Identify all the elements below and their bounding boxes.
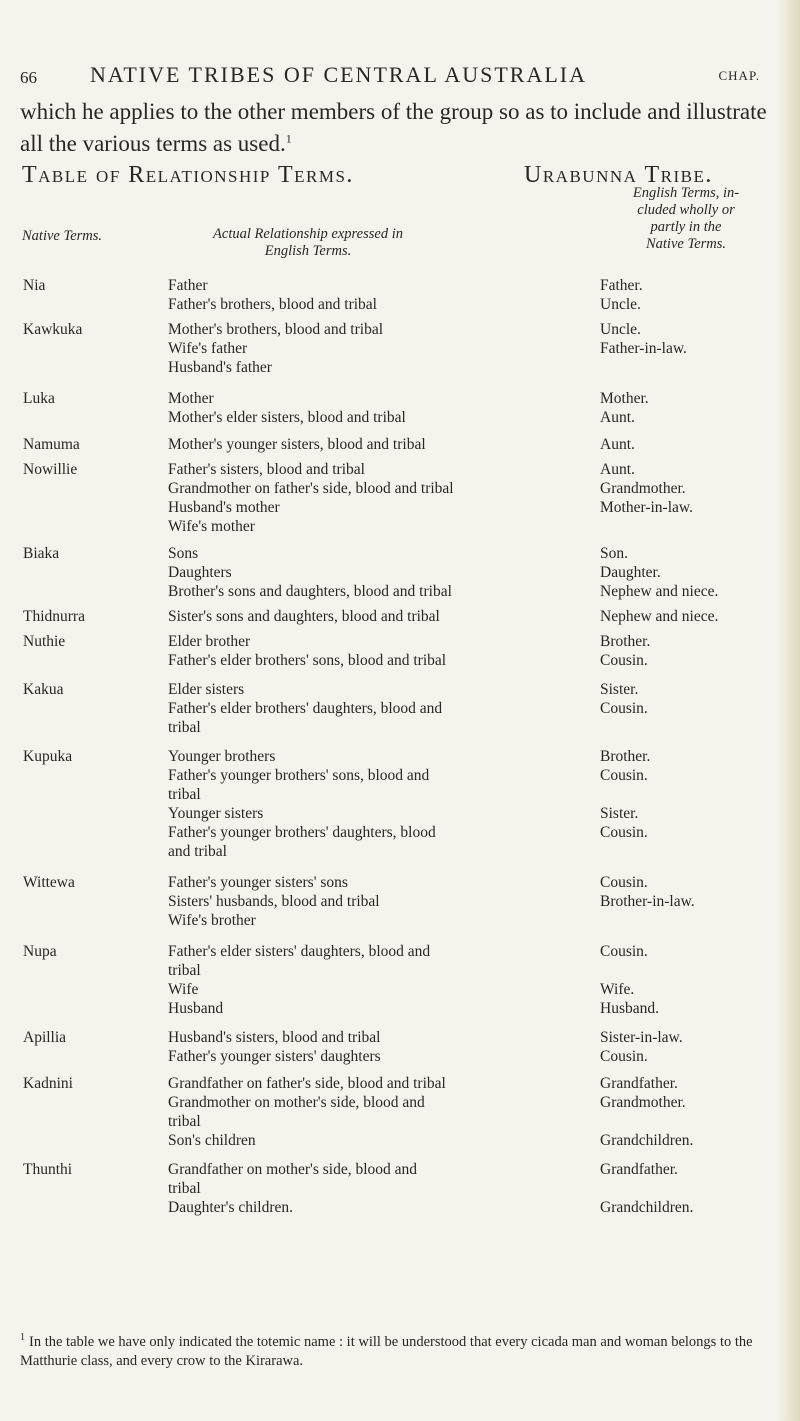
actual-relationship: Father [168,277,208,294]
table-group [0,436,800,455]
english-term: Grandfather. [600,1075,678,1092]
actual-relationship: Husband [168,1000,224,1017]
table-row [0,805,800,824]
table-group [0,321,800,378]
table-group [0,1029,800,1067]
actual-relationship: Daughter's children. [168,1199,294,1216]
table-row [0,480,800,499]
actual-relationship: tribal [168,1180,201,1197]
table-row [0,296,800,315]
english-term: Cousin. [600,1048,648,1065]
native-term: Nupa [23,943,57,960]
table-group [0,390,800,428]
table-row [0,545,800,564]
actual-relationship: Grandmother on mother's side, blood and [168,1094,425,1111]
native-term: Nuthie [23,633,66,650]
native-term: Namuma [23,436,80,453]
table-row [0,748,800,767]
english-term: Wife. [600,981,635,998]
english-term: Sister-in-law. [600,1029,683,1046]
table-row [0,1094,800,1113]
english-term: Grandchildren. [600,1132,694,1149]
table-group [0,681,800,738]
table-row [0,893,800,912]
actual-relationship: tribal [168,786,201,803]
table-row [0,1075,800,1094]
english-term: Cousin. [600,824,648,841]
page-edge-shadow [778,0,800,1421]
table-group [0,633,800,671]
actual-relationship: Son's children [168,1132,256,1149]
native-term: Kupuka [23,748,73,765]
tribe-name: Urabunna Tribe. [524,162,713,188]
english-term: Son. [600,545,628,562]
table-row [0,436,800,455]
actual-relationship: Mother [168,390,214,407]
table-row [0,981,800,1000]
actual-relationship: Wife's father [168,340,248,357]
actual-relationship: Sister's sons and daughters, blood and tribal [168,608,440,625]
actual-relationship: Father's elder brothers' sons, blood and tribal [168,652,447,669]
native-term: Biaka [23,545,60,562]
english-term: Brother. [600,633,651,650]
actual-relationship: Grandfather on father's side, blood and tribal [168,1075,446,1092]
table-row [0,719,800,738]
english-term: Cousin. [600,767,648,784]
actual-relationship: Father's sisters, blood and tribal [168,461,365,478]
actual-relationship: Husband's sisters, blood and tribal [168,1029,381,1046]
english-term: Cousin. [600,652,648,669]
table-row [0,824,800,843]
footnote-text: In the table we have only indicated the totemic name : it will be understood that every cicada man and woman belongs to the Matthurie class, and every crow to the Kirarawa. [20,1334,753,1369]
table-row [0,608,800,627]
english-term: Grandmother. [600,480,686,497]
table-row [0,321,800,340]
english-term: Grandchildren. [600,1199,694,1216]
intro-paragraph [20,96,770,160]
table-row [0,681,800,700]
footnote-mark: 1 [20,1332,25,1344]
english-term: Mother. [600,390,649,407]
actual-relationship: Brother's sons and daughters, blood and tribal [168,583,452,600]
native-term: Wittewa [23,874,75,891]
actual-relationship: Younger sisters [168,805,264,822]
table-row [0,409,800,428]
table-row [0,1113,800,1132]
actual-relationship: Father's elder brothers' daughters, blood and [168,700,443,717]
table-row [0,340,800,359]
native-term: Nia [23,277,46,294]
native-term: Kawkuka [23,321,83,338]
english-term: Daughter. [600,564,661,581]
table-group [0,748,800,862]
actual-relationship: Sons [168,545,199,562]
column-header-actual-line: Actual Relationship expressed in [213,226,403,242]
table-group [0,277,800,315]
actual-relationship: Father's younger sisters' sons [168,874,348,891]
table-row [0,1048,800,1067]
table-group [0,943,800,1019]
actual-relationship: Grandfather on mother's side, blood and [168,1161,418,1178]
native-term: Thidnurra [23,608,85,625]
relationship-table [0,277,800,1224]
column-header-english-line: cluded wholly or [637,202,735,218]
native-term: Apillia [23,1029,67,1046]
table-group [0,1161,800,1218]
table-group [0,608,800,627]
actual-relationship: Mother's elder sisters, blood and tribal [168,409,406,426]
actual-relationship: Wife [168,981,199,998]
table-row [0,1161,800,1180]
actual-relationship: tribal [168,962,201,979]
english-term: Aunt. [600,436,635,453]
table-row [0,390,800,409]
table-row [0,518,800,537]
page-number: 66 [20,68,37,87]
column-header-english-line: Native Terms. [645,236,727,252]
column-header-actual [178,226,438,260]
english-term: Husband. [600,1000,659,1017]
intro-text: which he applies to the other members of the group so as to include and illustrate all the various terms as used. [20,99,767,156]
actual-relationship: Husband's father [168,359,272,376]
actual-relationship: Father's younger brothers' sons, blood and [168,767,430,784]
table-row [0,633,800,652]
table-row [0,1132,800,1151]
column-header-english-line: English Terms, in- [632,185,740,201]
actual-relationship: Father's younger brothers' daughters, blood [168,824,436,841]
table-group [0,874,800,931]
table-row [0,583,800,602]
native-term: Thunthi [23,1161,73,1178]
english-term: Nephew and niece. [600,583,719,600]
actual-relationship: Wife's mother [168,518,255,535]
native-term: Nowillie [23,461,78,478]
native-term: Kakua [23,681,64,698]
english-term: Aunt. [600,461,635,478]
table-row [0,943,800,962]
table-row [0,767,800,786]
actual-relationship: and tribal [168,843,227,860]
table-row [0,564,800,583]
table-group [0,545,800,602]
table-row [0,962,800,981]
native-term: Luka [23,390,55,407]
english-term: Grandfather. [600,1161,678,1178]
table-row [0,277,800,296]
table-row [0,786,800,805]
english-term: Sister. [600,805,639,822]
english-term: Aunt. [600,409,635,426]
table-group [0,1075,800,1151]
english-term: Cousin. [600,700,648,717]
table-row [0,912,800,931]
footnote-reference[interactable]: 1 [285,131,292,146]
column-header-actual-line: English Terms. [264,243,352,259]
column-header-english-line: partly in the [650,219,722,235]
table-row [0,1000,800,1019]
table-row [0,1180,800,1199]
column-header-native: Native Terms. [22,228,103,244]
table-row [0,499,800,518]
actual-relationship: Father's elder sisters' daughters, blood and [168,943,431,960]
actual-relationship: Younger brothers [168,748,276,765]
english-term: Uncle. [600,321,641,338]
table-title-text: Table of Relationship Terms. [22,162,354,188]
actual-relationship: Daughters [168,564,232,581]
table-row [0,843,800,862]
english-term: Mother-in-law. [600,499,693,516]
actual-relationship: Sisters' husbands, blood and tribal [168,893,380,910]
actual-relationship: Husband's mother [168,499,280,516]
english-term: Grandmother. [600,1094,686,1111]
table-row [0,700,800,719]
actual-relationship: Elder brother [168,633,251,650]
actual-relationship: Wife's brother [168,912,256,929]
table-row [0,874,800,893]
table-row [0,1199,800,1218]
english-term: Brother-in-law. [600,893,695,910]
english-term: Sister. [600,681,639,698]
chapter-mark: CHAP. [718,68,760,83]
actual-relationship: Father's brothers, blood and tribal [168,296,377,313]
table-group [0,461,800,537]
english-term: Brother. [600,748,651,765]
actual-relationship: tribal [168,719,201,736]
footnote [20,1333,790,1371]
actual-relationship: Elder sisters [168,681,245,698]
actual-relationship: Father's younger sisters' daughters [168,1048,381,1065]
table-row [0,359,800,378]
english-term: Nephew and niece. [600,608,719,625]
english-term: Uncle. [600,296,641,313]
table-row [0,461,800,480]
table-row [0,1029,800,1048]
english-term: Cousin. [600,874,648,891]
english-term: Father-in-law. [600,340,687,357]
running-title: NATIVE TRIBES OF CENTRAL AUSTRALIA [90,62,588,87]
actual-relationship: Mother's younger sisters, blood and tribal [168,436,426,453]
page-header [20,48,760,88]
table-row [0,652,800,671]
actual-relationship: Grandmother on father's side, blood and tribal [168,480,454,497]
english-term: Father. [600,277,643,294]
column-header-english [586,185,786,253]
english-term: Cousin. [600,943,648,960]
native-term: Kadnini [23,1075,73,1092]
actual-relationship: Mother's brothers, blood and tribal [168,321,384,338]
actual-relationship: tribal [168,1113,201,1130]
